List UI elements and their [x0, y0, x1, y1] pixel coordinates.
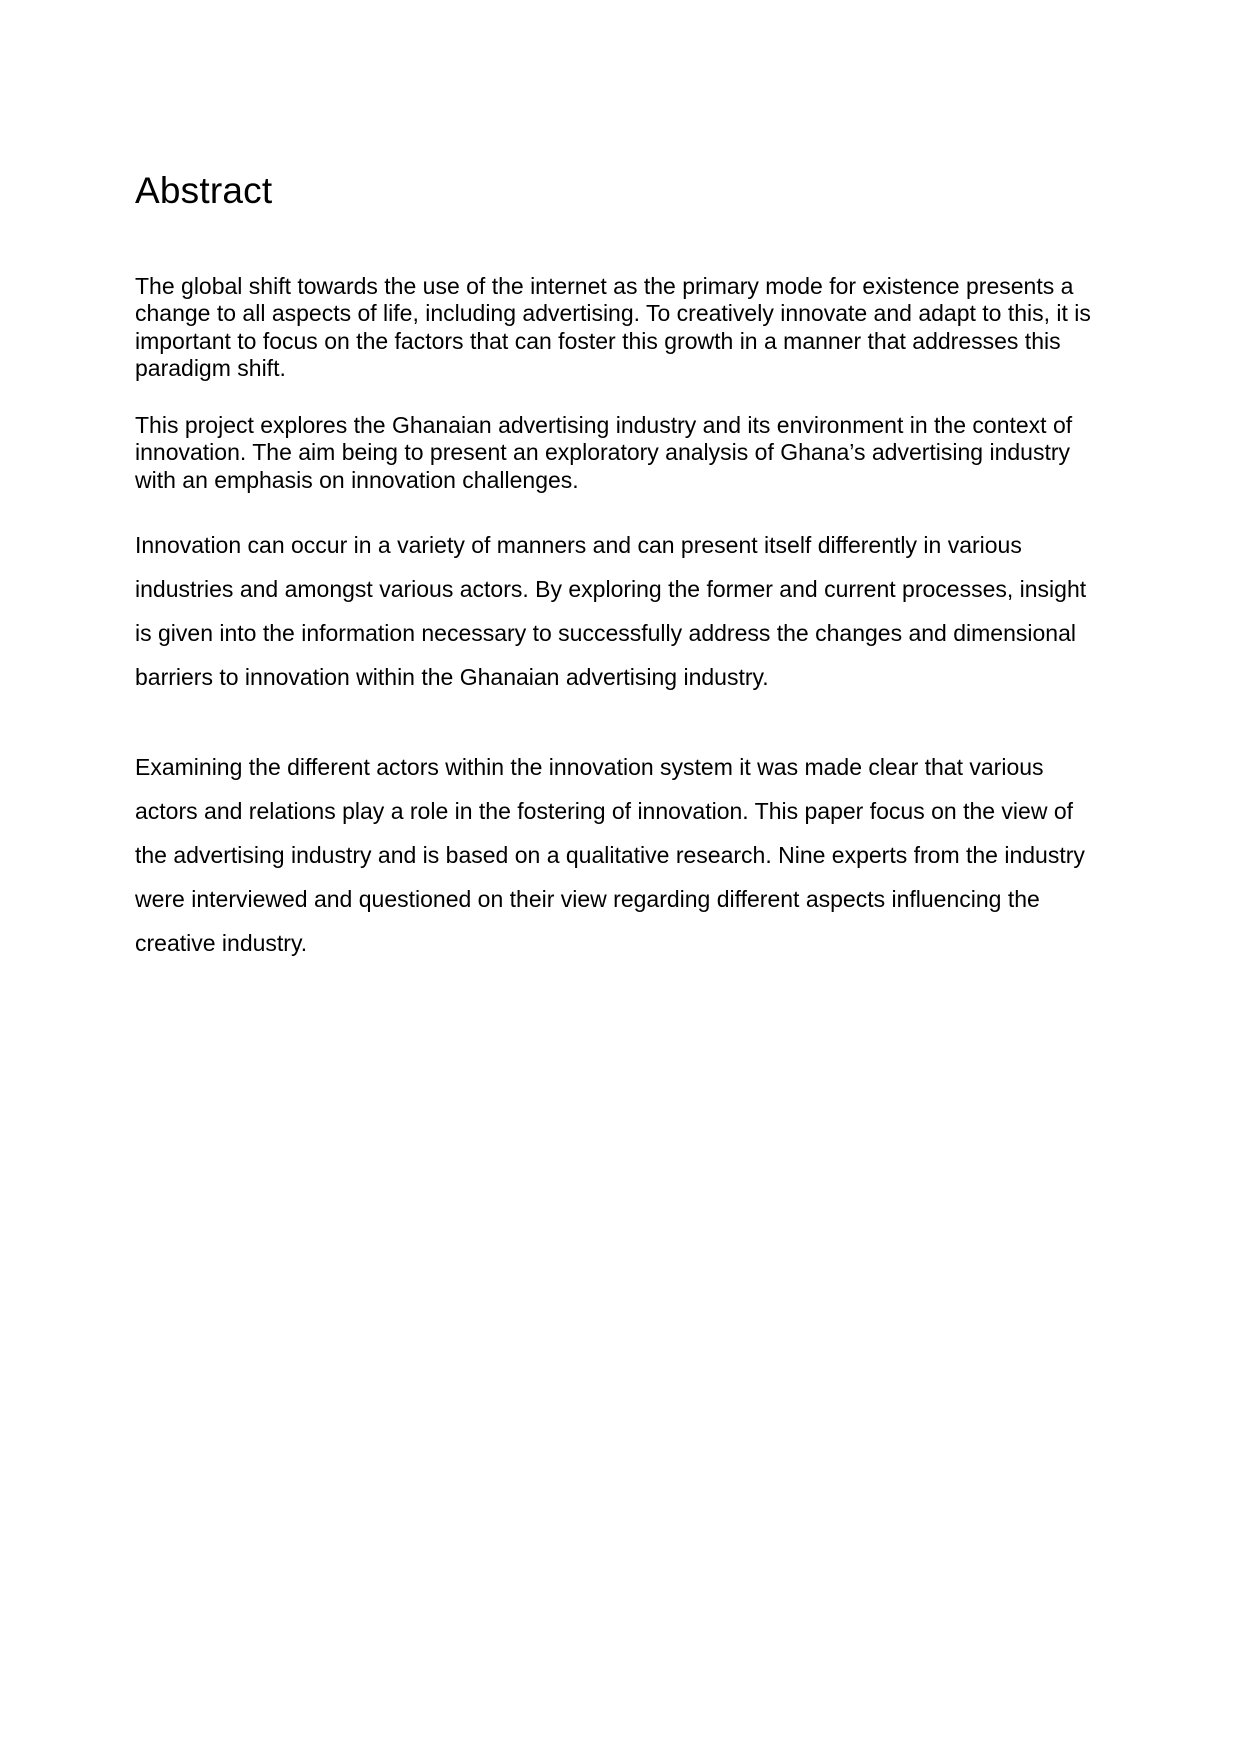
abstract-paragraph-1: The global shift towards the use of the internet as the primary mode for existence presents a change to all aspects of life, including advertising. To creatively innovate and adapt to this, it is important to focus on the factors that can foster this growth in a manner that addresses this paradigm shift.: [135, 272, 1091, 382]
page-title: Abstract: [135, 170, 273, 211]
abstract-paragraph-3: Innovation can occur in a variety of manners and can present itself differently in various industries and amongst various actors. By exploring the former and current processes, insight is given into the information necessary to successfully address the changes and dimensional barriers to innovation within the Ghanaian advertising industry.: [135, 532, 1087, 691]
abstract-paragraph-4: Examining the different actors within the innovation system it was made clear that various actors and relations play a role in the fostering of innovation. This paper focus on the view of the advertising industry and is based on a qualitative research. Nine experts from the industry were interviewed and questioned on their view regarding different aspects influencing the creative industry.: [135, 754, 1085, 957]
text-column: [135, 170, 1107, 965]
abstract-paragraph-2: This project explores the Ghanaian advertising industry and its environment in the context of innovation. The aim being to present an exploratory analysis of Ghana’s advertising industry with an emphasis on innovation challenges.: [135, 411, 1073, 493]
